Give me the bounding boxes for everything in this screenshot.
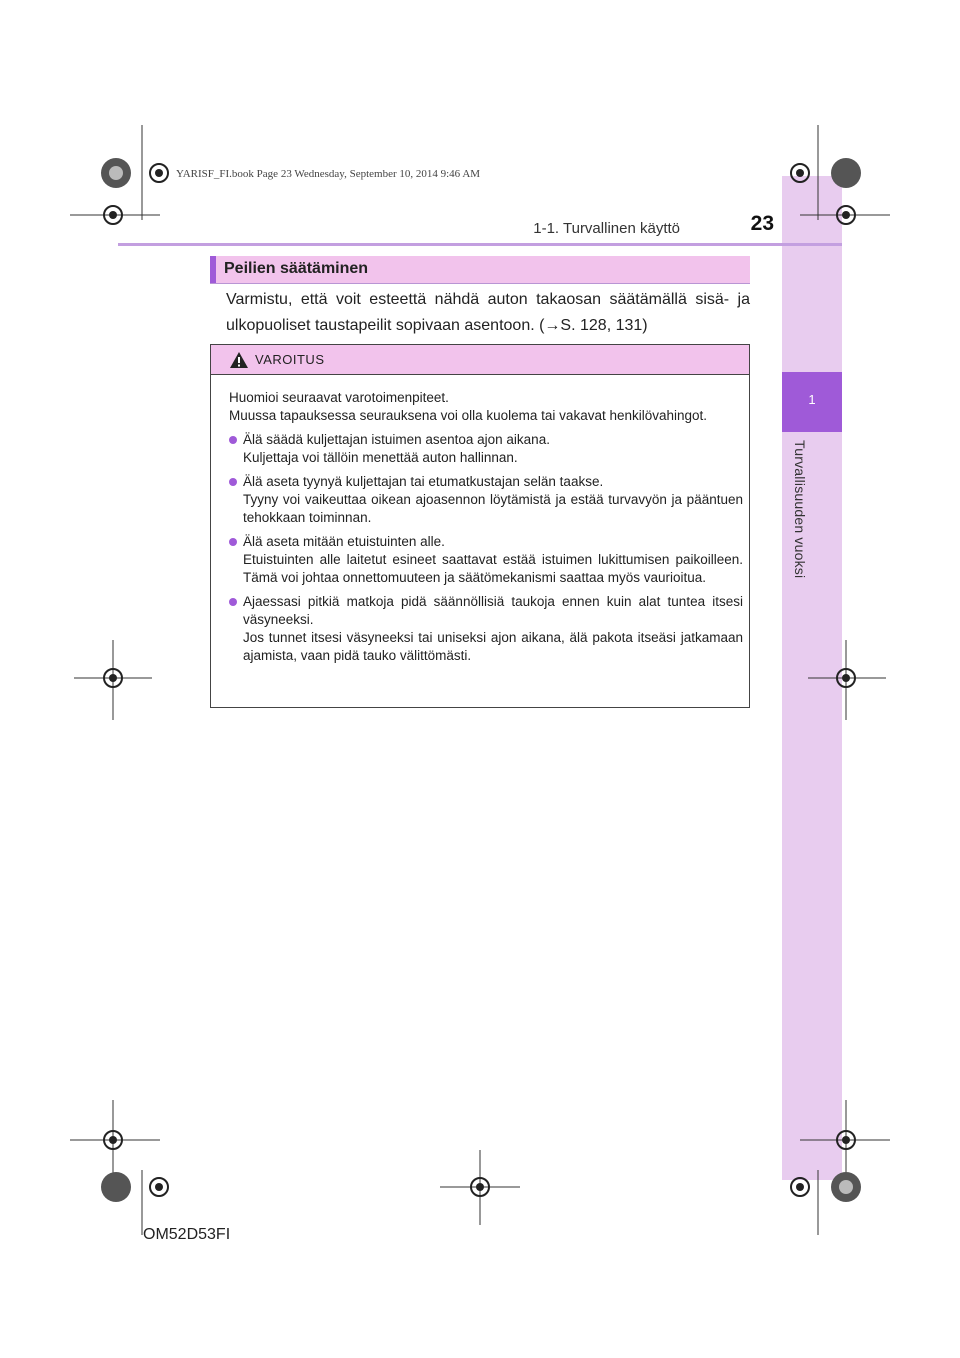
warning-lead-2: Muussa tapauksessa seurauksena voi olla kuolema tai vakavat henkilövahingot. — [229, 408, 708, 423]
warning-item-title: Ajaessasi pitkiä matkoja pidä säännöllisiä taukoja ennen kuin alat tuntea itsesi väsyneeksi. — [243, 594, 743, 627]
warning-lead: Huomioi seuraavat varotoimenpiteet. — [229, 390, 449, 405]
warning-box — [210, 344, 750, 708]
heading-accent-bar — [210, 256, 216, 283]
warning-item-text: Jos tunnet itsesi väsyneeksi tai uniseksi ajon aikana, älä pakota itseäsi jatkamaan ajamista, vaan pidä tauko välittömästi. — [243, 630, 743, 663]
header-rule — [118, 243, 842, 246]
section-heading — [210, 256, 750, 284]
warning-header — [211, 345, 749, 375]
bullet-dot-icon — [229, 478, 237, 486]
section-label: 1-1. Turvallinen käyttö — [533, 220, 680, 237]
chapter-sidebar — [782, 176, 842, 1180]
bullet-dot-icon — [229, 538, 237, 546]
warning-triangle-icon — [229, 351, 249, 369]
warning-item — [229, 473, 743, 527]
warning-item — [229, 533, 743, 587]
warning-item-text: Tyyny voi vaikeuttaa oikean ajoasennon löytämistä ja estää turvavyön ja pääntuen tehokkaan toiminnan. — [243, 492, 743, 525]
intro-paragraph: Varmistu, että voit esteettä nähdä auton takaosan säätämällä sisä- ja ulkopuoliset taustapeilit sopivaan asentoon. (→S. 128, 131) — [226, 291, 750, 334]
warning-item-text: Etuistuinten alle laitetut esineet saattavat estää istuimen lukittumisen paikoilleen. Tämä voi johtaa onnettomuuteen ja säätömekanismi saattaa myös vaurioitua. — [243, 552, 743, 585]
warning-item-text: Kuljettaja voi tällöin menettää auton hallinnan. — [243, 450, 518, 465]
book-imprint: YARISF_FI.book Page 23 Wednesday, September 10, 2014 9:46 AM — [176, 168, 481, 180]
warning-item-title: Älä aseta mitään etuistuinten alle. — [243, 534, 445, 549]
bullet-dot-icon — [229, 436, 237, 444]
warning-item-title: Älä aseta tyynyä kuljettajan tai etumatkustajan selän taakse. — [243, 474, 604, 489]
warning-item — [229, 593, 743, 665]
warning-body — [229, 389, 743, 665]
warning-item-title: Älä säädä kuljettajan istuimen asentoa ajon aikana. — [243, 432, 550, 447]
chapter-title-vertical: Turvallisuuden vuoksi — [792, 440, 808, 579]
document-code: OM52D53FI — [143, 1226, 231, 1243]
warning-title: VAROITUS — [255, 352, 325, 367]
bullet-dot-icon — [229, 598, 237, 606]
chapter-tab-number: 1 — [808, 392, 816, 407]
page-number: 23 — [750, 212, 774, 235]
section-heading-text: Peilien säätäminen — [224, 260, 369, 277]
warning-item — [229, 431, 743, 467]
